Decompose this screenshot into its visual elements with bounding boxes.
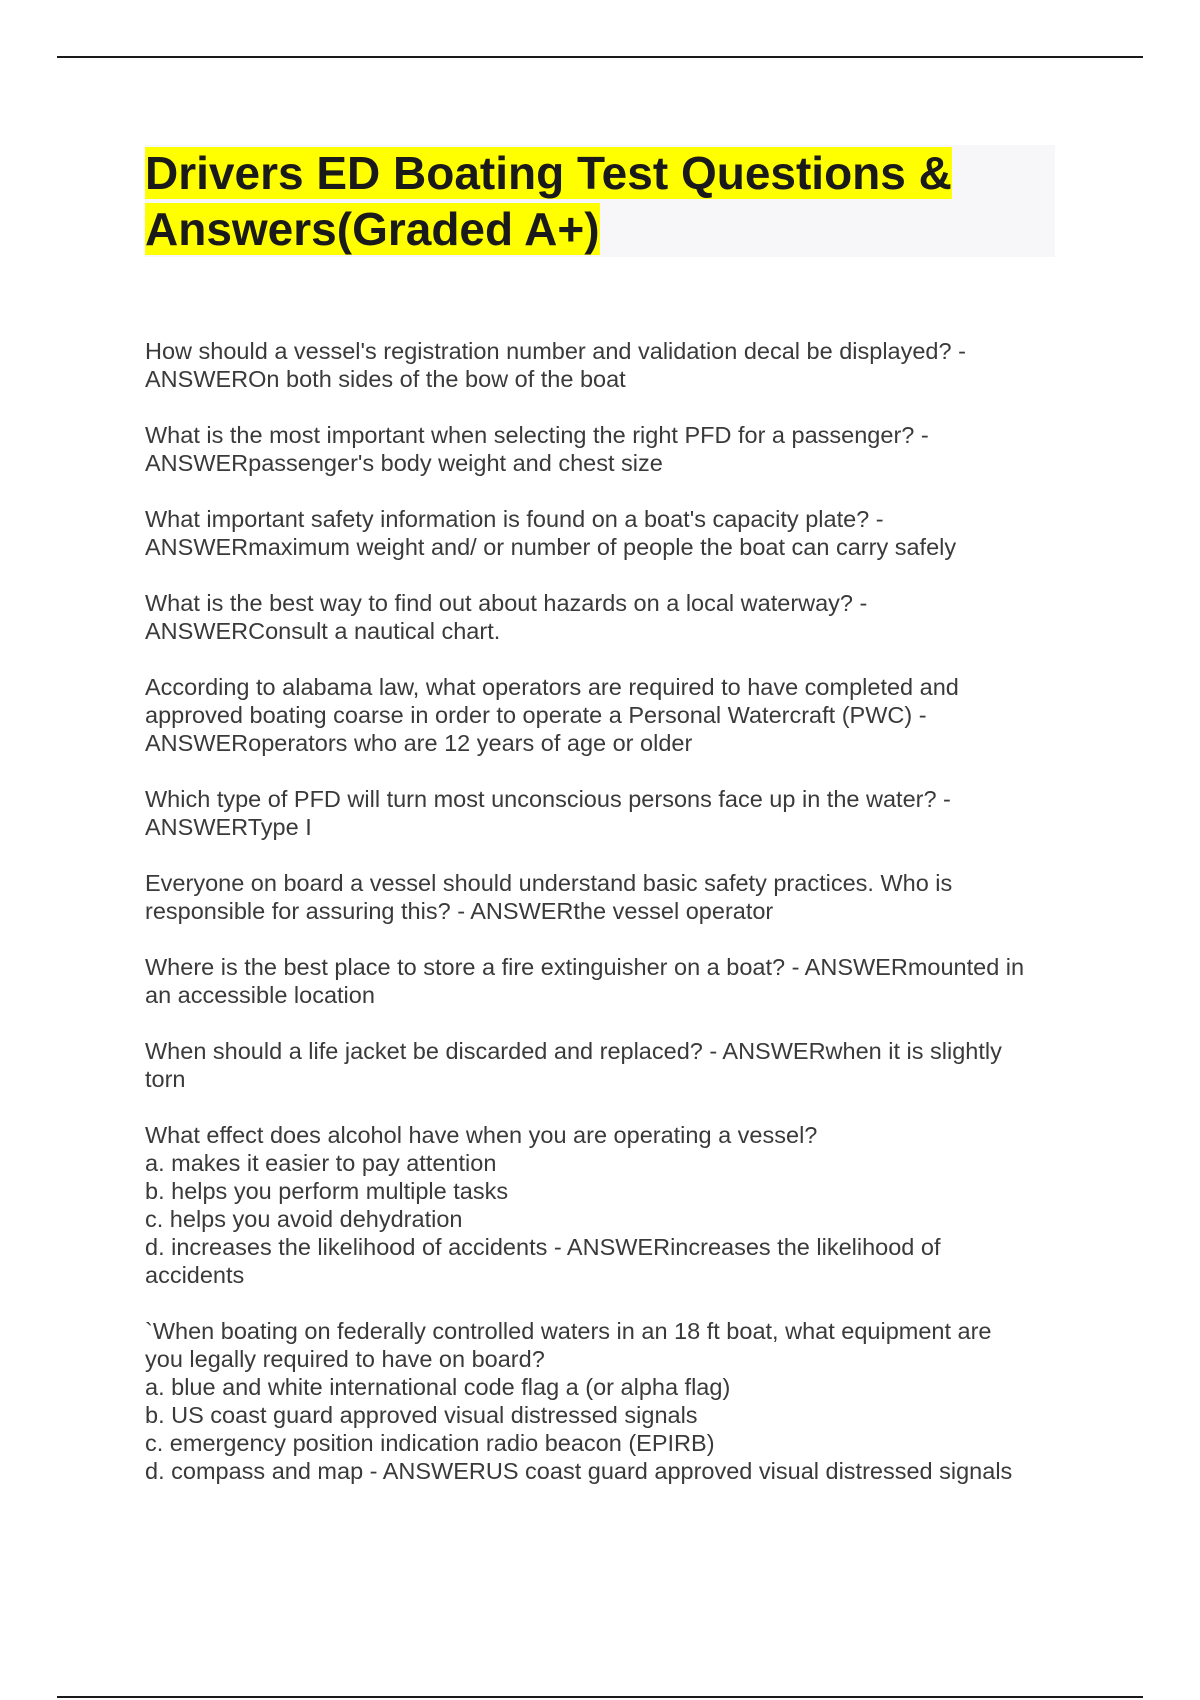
- qa-item: How should a vessel's registration number and validation decal be displayed? - ANSWEROn both sides of the bow of the boat: [145, 338, 966, 392]
- qa-item: Which type of PFD will turn most unconscious persons face up in the water? - ANSWERType I: [145, 786, 951, 840]
- qa-item: What is the most important when selecting the right PFD for a passenger? - ANSWERpassenger's body weight and chest size: [145, 422, 929, 476]
- bottom-rule: [57, 1696, 1143, 1698]
- qa-item: When should a life jacket be discarded and replaced? - ANSWERwhen it is slightly torn: [145, 1038, 1002, 1092]
- qa-item: Where is the best place to store a fire extinguisher on a boat? - ANSWERmounted in an accessible location: [145, 954, 1025, 1008]
- qa-item: According to alabama law, what operators are required to have completed and approved boating coarse in order to operate a Personal Watercraft (PWC) - ANSWERoperators who are 12 years of age or older: [145, 674, 959, 756]
- title-highlight: Drivers ED Boating Test Questions & Answers(Graded A+): [145, 147, 952, 255]
- qa-item: `When boating on federally controlled waters in an 18 ft boat, what equipment are you legally required to have on board? a. blue and white international code flag a (or alpha flag) b. US coast guard approved visual distressed signals c. emergency position indication radio beacon (EPIRB) d. compass and map - ANSWERUS coast guard approved visual distressed signals: [145, 1318, 1013, 1484]
- document-title: [145, 145, 1055, 257]
- qa-item: What is the best way to find out about hazards on a local waterway? - ANSWERConsult a nautical chart.: [145, 590, 868, 644]
- qa-item: What effect does alcohol have when you are operating a vessel? a. makes it easier to pay attention b. helps you perform multiple tasks c. helps you avoid dehydration d. increases the likelihood of accidents - ANSWERincreases the likelihood of accidents: [145, 1122, 941, 1288]
- qa-item: Everyone on board a vessel should understand basic safety practices. Who is responsible for assuring this? - ANSWERthe vessel operator: [145, 870, 953, 924]
- top-rule: [57, 56, 1143, 58]
- qa-item: What important safety information is found on a boat's capacity plate? - ANSWERmaximum weight and/ or number of people the boat can carry safely: [145, 506, 957, 560]
- qa-list: [145, 337, 1065, 1513]
- title-block: [145, 145, 1055, 257]
